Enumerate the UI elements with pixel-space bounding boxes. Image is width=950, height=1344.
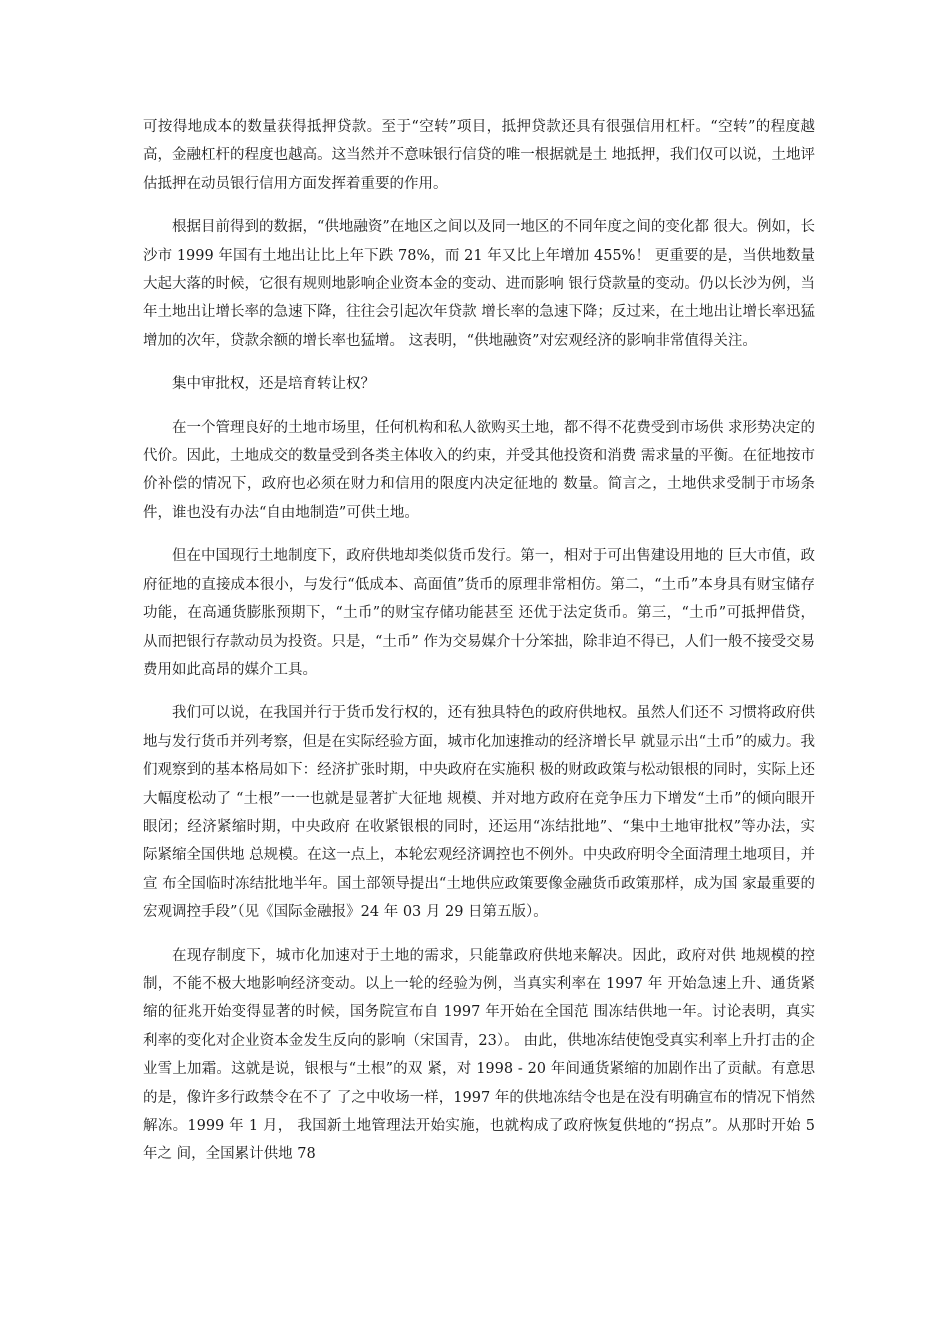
- paragraph-3: 在一个管理良好的土地市场里，任何机构和私人欲购买土地，都不得不花费受到市场供 求形势决定的代价。因此，土地成交的数量受到各类主体收入的约束，并受其他投资和消费 需求量的平衡。在征地按市价补偿的情况下，政府也必须在财力和信用的限度内决定征地的 数量。简言之，土地供求受制于市场条件，谁也没有办法“自由地制造”可供土地。: [143, 419, 815, 521]
- paragraph-4: 但在中国现行土地制度下，政府供地却类似货币发行。第一，相对于可出售建设用地的 巨大市值，政府征地的直接成本很小，与发行“低成本、高面值”货币的原理非常相仿。第二，“土币”本身具有财宝储存功能，在高通货膨胀预期下，“土币”的财宝存储功能甚至 还优于法定货币。第三，“土币”可抵押借贷，从而把银行存款动员为投资。只是，“土币” 作为交易媒介十分笨拙，除非迫不得已，人们一般不接受交易费用如此高昂的媒介工具。: [143, 548, 815, 678]
- paragraph-1: 可按得地成本的数量获得抵押贷款。至于“空转”项目，抵押贷款还具有很强信用杠杆。“空转”的程度越高，金融杠杆的程度也越高。这当然并不意味银行信贷的唯一根据就是土 地抵押，我们仅可以说，土地评估抵押在动员银行信用方面发挥着重要的作用。: [143, 119, 815, 192]
- paragraph-2: 根据目前得到的数据，“供地融资”在地区之间以及同一地区的不同年度之间的变化都 很大。例如，长沙市 1999 年国有土地出让比上年下跌 78%，而 21 年又比上年增加 455%！ 更重要的是，当供地数量大起大落的时候，它很有规则地影响企业资本金的变动、进而影响 银行贷款量的变动。仍以长沙为例，当年土地出让增长率的急速下降，往往会引起次年贷款 增长率的急速下降；反过来，在土地出让增长率迅猛增加的次年，贷款余额的增长率也猛增。 这表明，“供地融资”对宏观经济的影响非常值得关注。: [143, 219, 815, 349]
- paragraph-5: 我们可以说，在我国并行于货币发行权的，还有独具特色的政府供地权。虽然人们还不 习惯将政府供地与发行货币并列考察，但是在实际经验方面，城市化加速推动的经济增长早 就显示出“土币”的威力。我们观察到的基本格局如下：经济扩张时期，中央政府在实施积 极的财政政策与松动银根的同时，实际上还大幅度松动了 “土根”一一也就是显著扩大征地 规模、并对地方政府在竞争压力下增发“土币”的倾向眼开眼闭；经济紧缩时期，中央政府 在收紧银根的同时，还运用“冻结批地”、“集中土地审批权”等办法，实际紧缩全国供地 总规模。在这一点上，本轮宏观经济调控也不例外。中央政府明令全面清理土地项目，并宣 布全国临时冻结批地半年。国土部领导提出“土地供应政策要像金融货币政策那样，成为国 家最重要的宏观调控手段”（见《国际金融报》24 年 03 月 29 日第五版）。: [143, 705, 815, 921]
- paragraph-6: 在现存制度下，城市化加速对于土地的需求，只能靠政府供地来解决。因此，政府对供 地规模的控制，不能不极大地影响经济变动。以上一轮的经验为例，当真实利率在 1997 年 开始急速上升、通货紧缩的征兆开始变得显著的时候，国务院宣布自 1997 年开始在全国范 围冻结供地一年。讨论表明，真实利率的变化对企业资本金发生反向的影响（宋国青，23）。 由此，供地冻结使饱受真实利率上升打击的企业雪上加霜。这就是说，银根与“土根”的双 紧，对 1998 - 20 年间通货紧缩的加剧作出了贡献。有意思的是，像许多行政禁令在不了 了之中收场一样，1997 年的供地冻结令也是在没有明确宣布的情况下悄然解冻。1999 年 1 月， 我国新土地管理法开始实施，也就构成了政府恢复供地的“拐点”。从那时开始 5 年之 间，全国累计供地 78: [143, 947, 815, 1163]
- section-heading: 集中审批权，还是培育转让权？: [172, 376, 375, 393]
- document-page: [143, 113, 815, 1184]
